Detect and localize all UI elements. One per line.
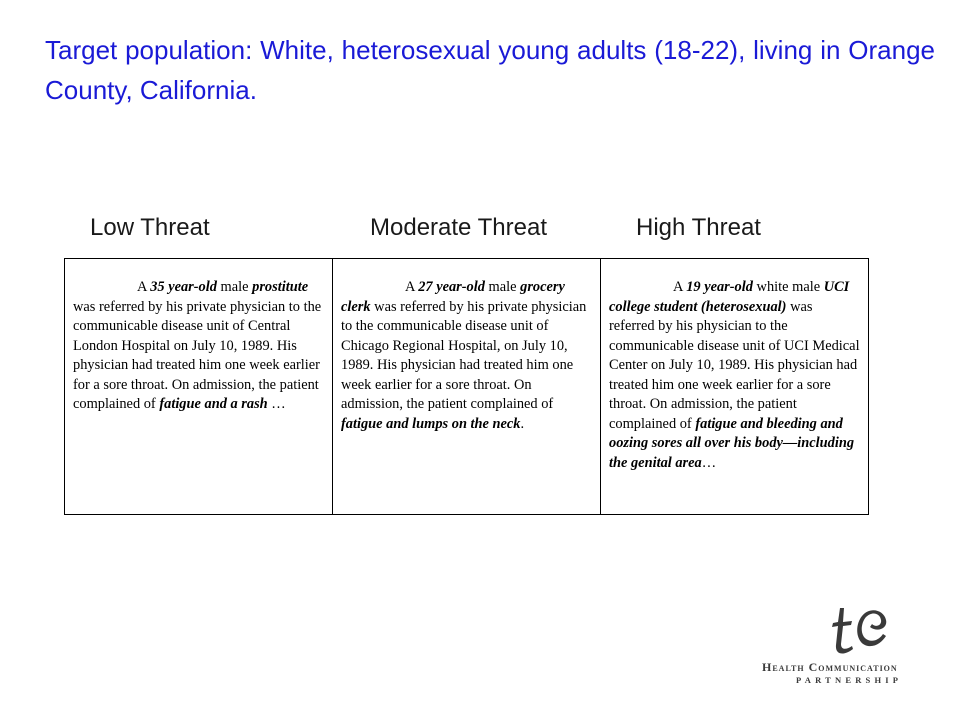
vignette-text: was referred by his private physician to the communicable disease unit of Central London Hospital on July 10, 1989. His physician had treated him one week earlier for a sore throat. On admission, the patient complained of: [73, 298, 322, 412]
slide-title: Target population: White, heterosexual young adults (18-22), living in Orange County, California.: [45, 35, 935, 105]
vignette-emphasis: grocery clerk: [341, 279, 565, 315]
vignette-emphasis: fatigue and bleeding and oozing sores all over his body—including the genital area: [609, 415, 855, 471]
vignette-emphasis: UCI college student (heterosexual): [609, 279, 850, 315]
column-label-high-threat: High Threat: [636, 214, 761, 241]
vignette-low-threat: [65, 259, 333, 514]
logo-line1: Health Communication: [762, 660, 898, 674]
hcp-logo-mark-icon: [826, 600, 896, 660]
vignette-text: male: [484, 279, 521, 295]
vignette-text: was referred by his physician to the communicable disease unit of UCI Medical Center on July 10, 1989. His physician had treated him one week earlier for a sore throat. On admission, the patient complained of: [609, 298, 860, 432]
vignette-text: male: [216, 279, 253, 295]
vignette-emphasis: fatigue and lumps on the neck: [341, 415, 521, 432]
hcp-logo: [760, 600, 940, 690]
vignette-text: was referred by his private physician to the communicable disease unit of Chicago Regional Hospital, on July 10, 1989. His physician had treated him one week earlier for a sore throat. On admission, the patient complained of: [341, 298, 587, 412]
vignette-emphasis: prostitute: [252, 279, 309, 295]
vignette-table: [64, 258, 869, 515]
vignette-high-threat: [601, 259, 868, 514]
vignette-text: white male: [752, 279, 824, 295]
vignette-text: A: [137, 279, 151, 295]
vignette-emphasis: 19 year-old: [686, 279, 753, 295]
vignette-text: A: [673, 279, 687, 295]
vignette-moderate-threat: [333, 259, 601, 514]
vignette-emphasis: 27 year-old: [418, 279, 485, 295]
vignette-text: …: [267, 396, 286, 412]
column-label-moderate-threat: Moderate Threat: [370, 214, 547, 241]
vignette-emphasis: fatigue and a rash: [159, 396, 268, 412]
logo-line2: PARTNERSHIP: [796, 675, 903, 685]
vignette-emphasis: 35 year-old: [150, 279, 217, 295]
column-label-low-threat: Low Threat: [90, 214, 210, 241]
vignette-text: A: [405, 279, 419, 295]
vignette-text: …: [701, 454, 717, 471]
vignette-text: .: [520, 415, 525, 432]
